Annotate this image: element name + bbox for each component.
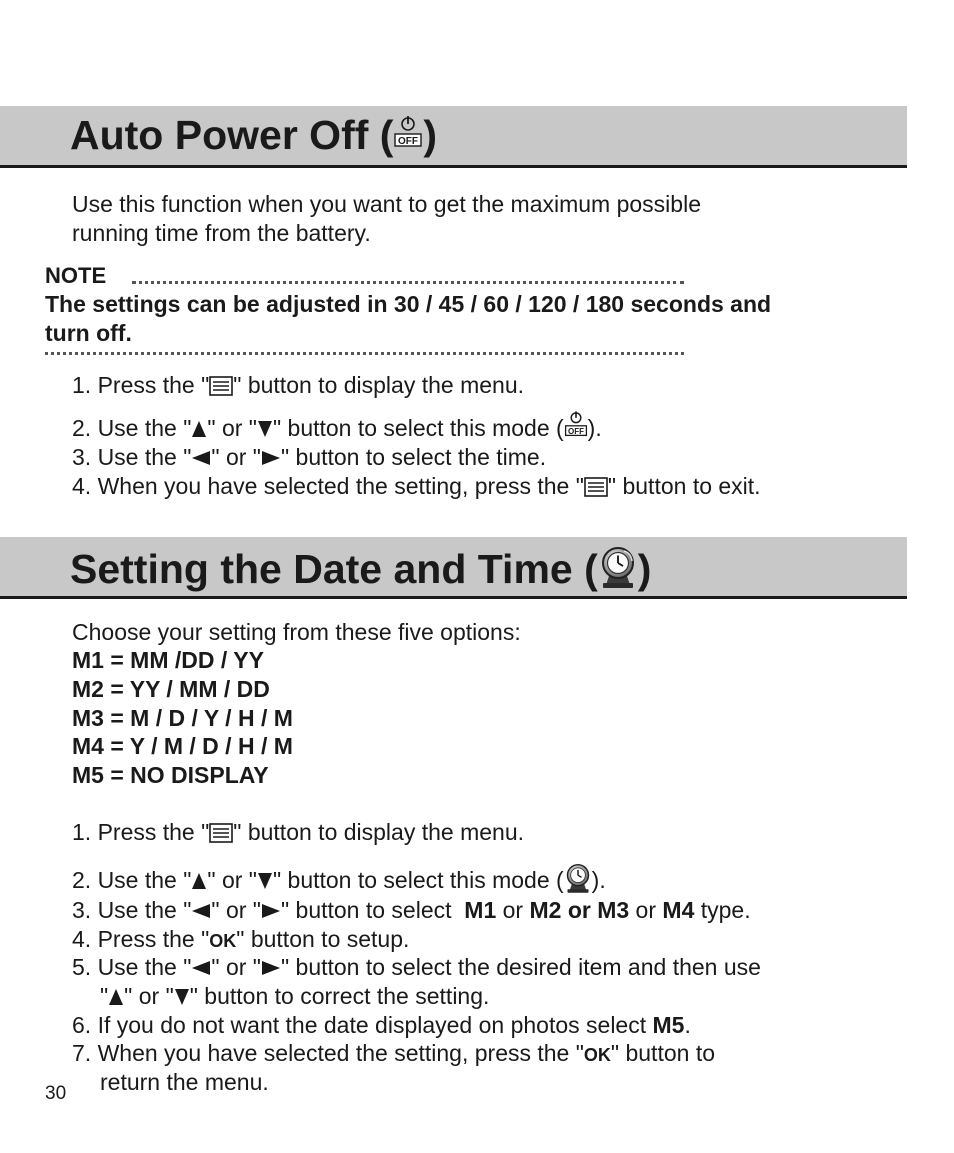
right-arrow-icon [261, 450, 281, 466]
clock-icon [598, 545, 638, 589]
step-2-7: 7. When you have selected the setting, press the "OK" button to [72, 1040, 715, 1066]
clock-icon [564, 862, 592, 894]
note-divider-bottom [45, 352, 684, 355]
note-divider-top [132, 281, 684, 284]
svg-text:OFF: OFF [567, 426, 584, 436]
step-2-5: 5. Use the " " or " " button to select the desired item and then use [72, 954, 761, 980]
down-arrow-icon [257, 872, 273, 890]
up-arrow-icon [191, 872, 207, 890]
option-m1: M1 = MM /DD / YY [72, 647, 264, 673]
step-2-2: 2. Use the " " or " " button to select this mode ( ). [72, 862, 606, 895]
up-arrow-icon [108, 988, 124, 1006]
ok-button-label: OK [583, 1045, 611, 1065]
down-arrow-icon [257, 420, 273, 438]
left-arrow-icon [191, 450, 211, 466]
section-title-date-time: Setting the Date and Time ( ) [70, 546, 652, 592]
option-m2: M2 = YY / MM / DD [72, 676, 270, 702]
step-2-7-cont: return the menu. [100, 1069, 269, 1095]
step-2-1: 1. Press the " " button to display the menu. [72, 819, 525, 845]
step-1-1: 1. Press the " " button to display the menu. [72, 372, 525, 398]
menu-button-icon [584, 477, 608, 497]
down-arrow-icon [174, 988, 190, 1006]
section-title-auto-power-off: Auto Power Off ( OFF ) [70, 112, 438, 158]
left-arrow-icon [191, 960, 211, 976]
menu-button-icon [209, 376, 233, 396]
power-off-icon [564, 410, 588, 440]
step-1-4: 4. When you have selected the setting, press the " " button to exit. [72, 473, 761, 499]
left-arrow-icon [191, 903, 211, 919]
svg-text:OFF: OFF [398, 136, 419, 147]
option-m4: M4 = Y / M / D / H / M [72, 733, 293, 759]
options-intro: Choose your setting from these five options: [72, 619, 521, 645]
step-2-5-cont: " " or " " button to correct the setting. [100, 983, 490, 1009]
intro-line-2: running time from the battery. [72, 220, 371, 246]
step-2-4: 4. Press the "OK" button to setup. [72, 926, 410, 952]
step-2-6: 6. If you do not want the date displayed on photos select M5. [72, 1012, 691, 1038]
option-m3: M3 = M / D / Y / H / M [72, 705, 293, 731]
up-arrow-icon [191, 420, 207, 438]
step-2-3: 3. Use the " " or " " button to select M1 or M2 or M3 or M4 type. [72, 897, 751, 923]
note-line-1: The settings can be adjusted in 30 / 45 / 60 / 120 / 180 seconds and [45, 291, 772, 317]
ok-button-label: OK [209, 931, 237, 951]
menu-button-icon [209, 823, 233, 843]
page-number: 30 [45, 1083, 67, 1104]
option-m5: M5 = NO DISPLAY [72, 762, 269, 788]
step-1-2: 2. Use the " " or " " button to select this mode ( OFF ). [72, 410, 602, 443]
section-header-auto-power-off [0, 106, 907, 168]
note-label: NOTE [45, 263, 107, 288]
step-1-3: 3. Use the " " or " " button to select the time. [72, 444, 547, 470]
right-arrow-icon [261, 960, 281, 976]
power-off-icon [393, 115, 423, 151]
intro-line-1: Use this function when you want to get the maximum possible [72, 191, 701, 217]
section-header-date-time [0, 537, 907, 599]
note-line-2: turn off. [45, 320, 132, 346]
right-arrow-icon [261, 903, 281, 919]
